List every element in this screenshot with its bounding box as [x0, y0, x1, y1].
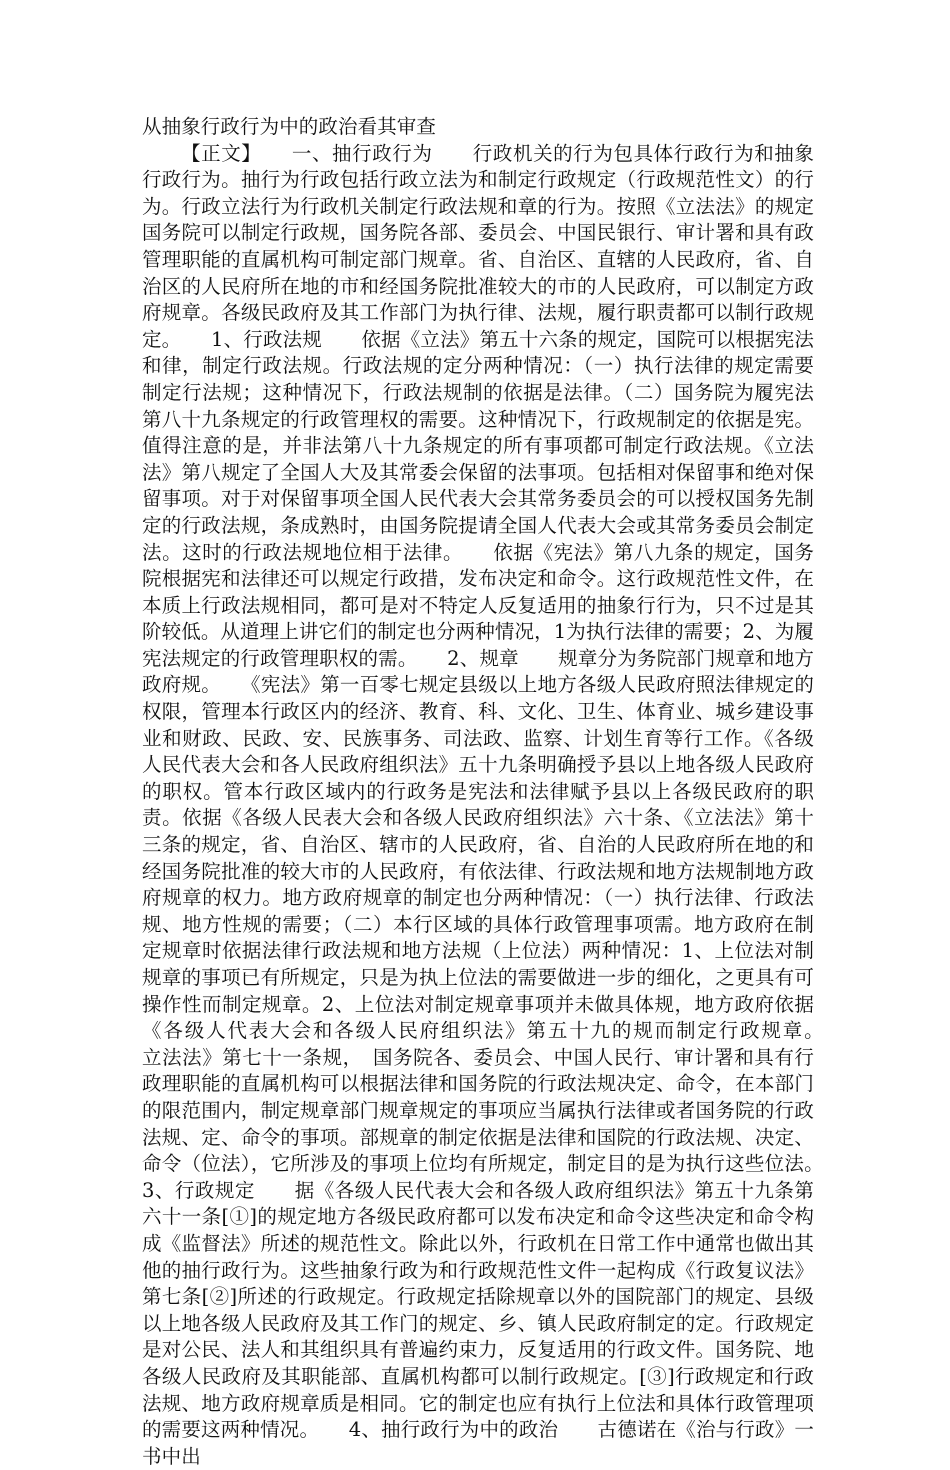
document-title: 从抽象行政行为中的政治看其审查	[142, 115, 437, 138]
document-body-text: 【正文】 一、抽行政行为 行政机关的行为包具体行政行为和抽象行政行为。抽行为行政包括行政立法为和制定行政规定（行政规范性文）的行为。行政立法行为行政机关制定行政法规和章的行为。按照《立法法》的规定国务院可以制定行政规，国务院各部、委员会、中国民银行、审计署和具有政管理职能的直属机构可制定部门规章。省、自治区、直辖的人民政府，省、自治区的人民府所在地的市和经国务院批准较大的市的人民政府，可以制定方政府规章。各级民政府及其工作部门为执行律、法规，履行职责都可以制行政规定。 1、行政法规 依据《立法》第五十六条的规定，国院可以根据宪法和律，制定行政法规。行政法规的定分两种情况：（一）执行法律的规定需要制定行法规；这种情况下，行政法规制的依据是法律。（二）国务院为履宪法第八十九条规定的行政管理权的需要。这种情况下，行政规制定的依据是宪。值得注意的是，并非法第八十九条规定的所有事项都可制定行政法规。《立法法》第八规定了全国人大及其常委会保留的法事项。包括相对保留事和绝对保留事项。对于对保留事项全国人民代表大会其常务委员会的可以授权国务先制定的行政法规，条成熟时，由国务院提请全国人代表大会或其常务委员会制定法。这时的行政法规地位相于法律。 依据《宪法》第八九条的规定，国务院根据宪和法律还可以规定行政措，发布决定和命令。这行政规范性文件，在本质上行政法规相同，都可是对不特定人反复适用的抽象行行为，只不过是其阶较低。从道理上讲它们的制定也分两种情况，1为执行法律的需要；2、为履宪法规定的行政管理职权的需。 2、规章 规章分为务院部门规章和地方政府规。 《宪法》第一百零七规定县级以上地方各级人民政府照法律规定的权限，管理本行政区内的经济、教育、科、文化、卫生、体育业、城乡建设事业和财政、民政、安、民族事务、司法政、监察、计划生育等行工作。《各级人民代表大会和各人民政府组织法》五十九条明确授予县以上地各级人民政府的职权。管本行政区域内的行政务是宪法和法律赋予县以上各级民政府的职责。依据《各级人民表大会和各级人民政府组织法》六十条、《立法法》第十三条的规定，省、自治区、辖市的人民政府，省、自治的人民政府所在地的和经国务院批准的较大市的人民政府，有依法律、行政法规和地方法规制地方政府规章的权力。地方政府规章的制定也分两种情况：（一）执行法律、行政法规、地方性规的需要；（二）本行区域的具体行政管理事项需。地方政府在制定规章时依据法律行政法规和地方法规（上位法）两种情况：1、上位法对制规章的事项已有所规定，只是为执上位法的需要做进一步的细化，之更具有可操作性而制定规章。2、上位法对制定规章事项并未做具体规，地方政府依据《各级人代表大会和各级人民府组织法》第五十九的规而制定行政规章。 立法法》第七十一条规， 国务院各、委员会、中国人民行、审计署和具有行政理职能的直属机构可以根据法律和国务院的行政法规决定、命令，在本部门的限范围内，制定规章部门规章规定的事项应当属执行法律或者国务院的行政法规、定、命令的事项。部规章的制定依据是法律和国院的行政法规、决定、命令（位法），它所涉及的事项上位均有所规定，制定目的是为执行这些位法。 3、行政规定 据《各级人民代表大会和各级人政府组织法》第五十九条第六十一条[①]的规定地方各级民政府都可以发布决定和命令这些决定和命令构成《监督法》所述的规范性文。除此以外，行政机在日常工作中通常也做出其他的抽行政行为。这些抽象行政为和行政规范性文件一起构成《行政复议法》第七条[②]所述的行政规定。行政规定括除规章以外的国院部门的规定、县级以上地各级人民政府及其工作门的规定、乡、镇人民政府制定的定。行政规定是对公民、法人和其组织具有普遍约束力，反复适用的行政文件。国务院、地各级人民政府及其职能部、直属机构都可以制行政规定。[③]行政规定和行政法规、地方政府规章质是相同。它的制定也应有执行上位法和具体行政管理项的需要这两种情况。 4、抽行政行为中的政治 古德诺在《治与行政》一书中出	[142, 141, 854, 1468]
document-content	[142, 114, 854, 1470]
